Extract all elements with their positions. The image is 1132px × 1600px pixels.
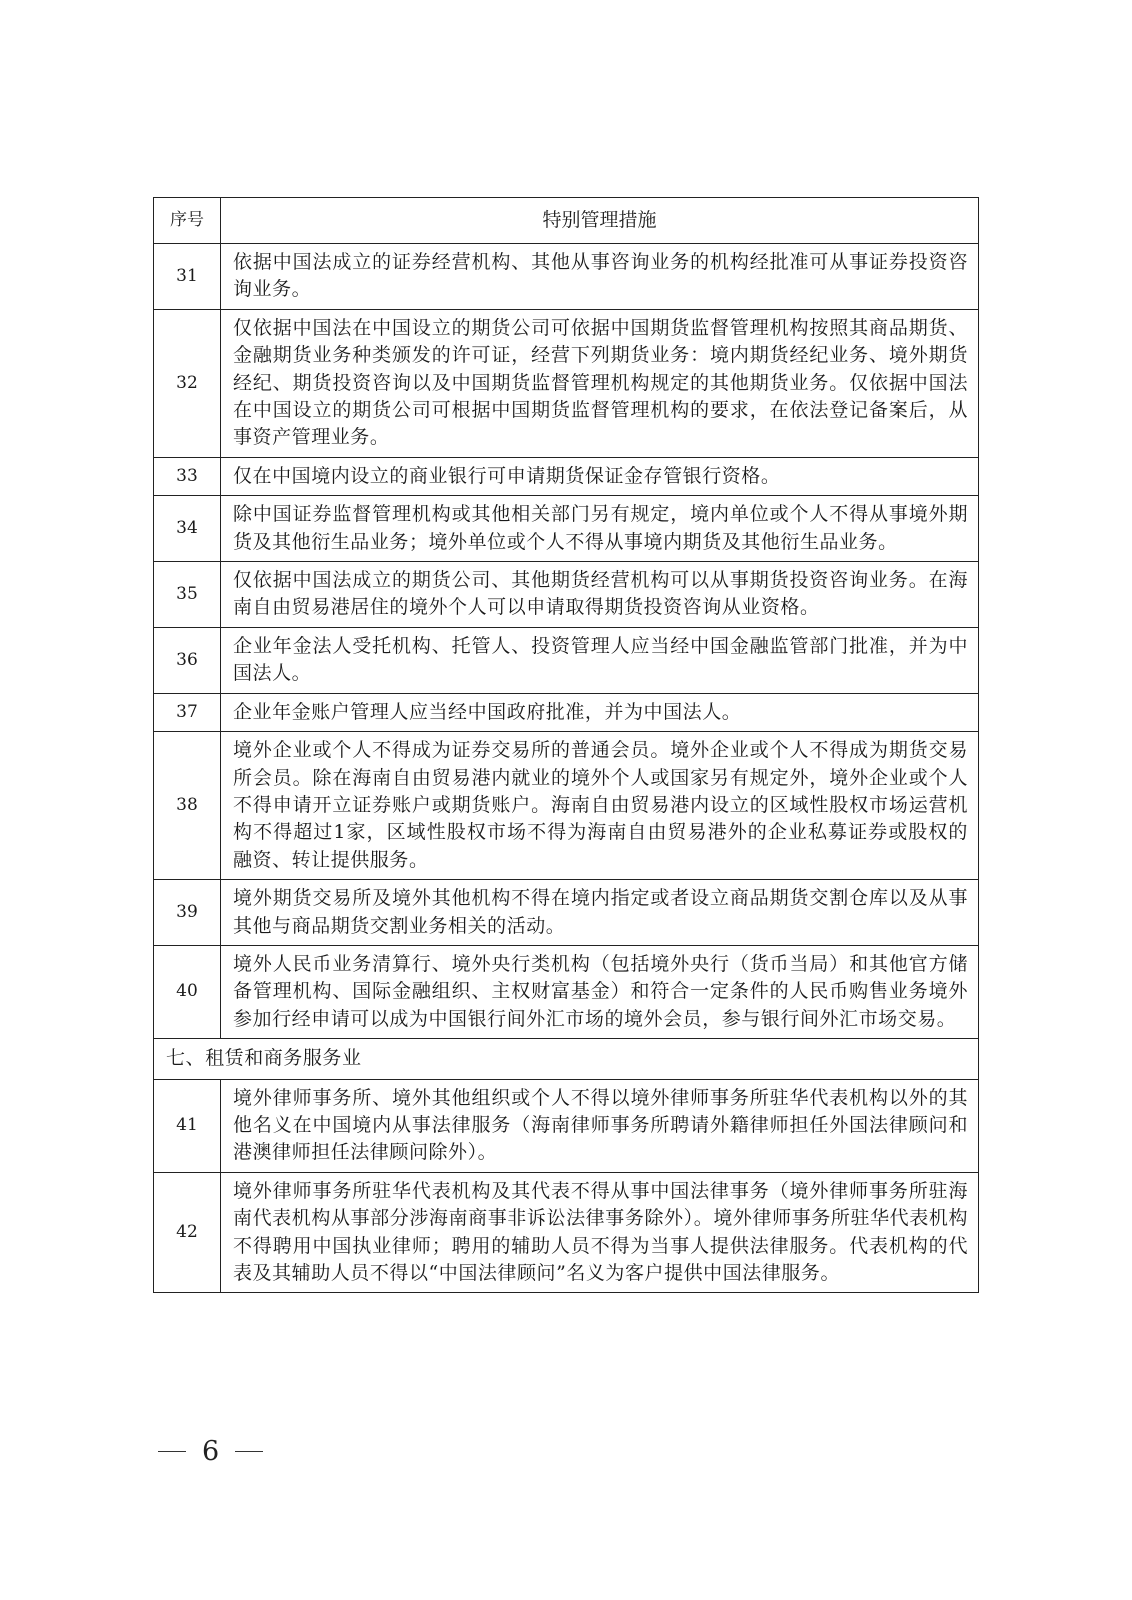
- row-measure-text: 仅依据中国法在中国设立的期货公司可依据中国期货监督管理机构按照其商品期货、金融期货业务种类颁发的许可证，经营下列期货业务：境内期货经纪业务、境外期货经纪、期货投资咨询以及中国期货监督管理机构规定的其他期货业务。仅依据中国法在中国设立的期货公司可根据中国期货监督管理机构的要求，在依法登记备案后，从事资产管理业务。: [221, 309, 979, 457]
- page-footer: [158, 1436, 263, 1467]
- section-heading: 七、租赁和商务服务业: [154, 1039, 979, 1079]
- row-serial-number: 39: [154, 880, 221, 946]
- row-measure-text: 除中国证券监督管理机构或其他相关部门另有规定，境内单位或个人不得从事境外期货及其他衍生品业务；境外单位或个人不得从事境内期货及其他衍生品业务。: [221, 496, 979, 562]
- row-measure-text: 企业年金账户管理人应当经中国政府批准，并为中国法人。: [221, 693, 979, 731]
- row-serial-number: 36: [154, 627, 221, 693]
- table-row: [154, 457, 979, 495]
- row-serial-number: 34: [154, 496, 221, 562]
- footer-left-dash: [158, 1451, 186, 1453]
- page-number: 6: [202, 1436, 220, 1467]
- table-row: [154, 1079, 979, 1172]
- special-measures-table: [153, 197, 979, 1293]
- row-serial-number: 42: [154, 1172, 221, 1293]
- table-row: [154, 732, 979, 880]
- table-row: [154, 496, 979, 562]
- row-serial-number: 37: [154, 693, 221, 731]
- table-header-row: [154, 198, 979, 244]
- table-row: [154, 309, 979, 457]
- footer-right-dash: [235, 1451, 263, 1453]
- row-measure-text: 境外企业或个人不得成为证券交易所的普通会员。境外企业或个人不得成为期货交易所会员。除在海南自由贸易港内就业的境外个人或国家另有规定外，境外企业或个人不得申请开立证券账户或期货账户。海南自由贸易港内设立的区域性股权市场运营机构不得超过1家，区域性股权市场不得为海南自由贸易港外的企业私募证券或股权的融资、转让提供服务。: [221, 732, 979, 880]
- header-special-measures: 特别管理措施: [221, 198, 979, 244]
- row-serial-number: 38: [154, 732, 221, 880]
- table-body-before-section: [154, 244, 979, 1039]
- table-row: [154, 945, 979, 1038]
- table-row: [154, 880, 979, 946]
- row-measure-text: 境外人民币业务清算行、境外央行类机构（包括境外央行（货币当局）和其他官方储备管理机构、国际金融组织、主权财富基金）和符合一定条件的人民币购售业务境外参加行经申请可以成为中国银行间外汇市场的境外会员，参与银行间外汇市场交易。: [221, 945, 979, 1038]
- row-measure-text: 企业年金法人受托机构、托管人、投资管理人应当经中国金融监管部门批准，并为中国法人。: [221, 627, 979, 693]
- table-body-after-section: [154, 1079, 979, 1293]
- row-measure-text: 境外期货交易所及境外其他机构不得在境内指定或者设立商品期货交割仓库以及从事其他与商品期货交割业务相关的活动。: [221, 880, 979, 946]
- table-row: [154, 1172, 979, 1293]
- row-measure-text: 境外律师事务所驻华代表机构及其代表不得从事中国法律事务（境外律师事务所驻海南代表机构从事部分涉海南商事非诉讼法律事务除外）。境外律师事务所驻华代表机构不得聘用中国执业律师；聘用的辅助人员不得为当事人提供法律服务。代表机构的代表及其辅助人员不得以“中国法律顾问”名义为客户提供中国法律服务。: [221, 1172, 979, 1293]
- row-measure-text: 仅在中国境内设立的商业银行可申请期货保证金存管银行资格。: [221, 457, 979, 495]
- table-row: [154, 244, 979, 310]
- table-row: [154, 693, 979, 731]
- row-serial-number: 35: [154, 562, 221, 628]
- header-serial-number: 序号: [154, 198, 221, 244]
- row-serial-number: 41: [154, 1079, 221, 1172]
- row-serial-number: 31: [154, 244, 221, 310]
- row-serial-number: 40: [154, 945, 221, 1038]
- measures-table-container: [153, 197, 979, 1293]
- row-serial-number: 32: [154, 309, 221, 457]
- row-measure-text: 境外律师事务所、境外其他组织或个人不得以境外律师事务所驻华代表机构以外的其他名义在中国境内从事法律服务（海南律师事务所聘请外籍律师担任外国法律顾问和港澳律师担任法律顾问除外）。: [221, 1079, 979, 1172]
- row-measure-text: 仅依据中国法成立的期货公司、其他期货经营机构可以从事期货投资咨询业务。在海南自由贸易港居住的境外个人可以申请取得期货投资咨询从业资格。: [221, 562, 979, 628]
- row-measure-text: 依据中国法成立的证券经营机构、其他从事咨询业务的机构经批准可从事证券投资咨询业务。: [221, 244, 979, 310]
- table-row: [154, 562, 979, 628]
- section-row-group: [154, 1039, 979, 1079]
- table-row: [154, 627, 979, 693]
- section-heading-row: [154, 1039, 979, 1079]
- row-serial-number: 33: [154, 457, 221, 495]
